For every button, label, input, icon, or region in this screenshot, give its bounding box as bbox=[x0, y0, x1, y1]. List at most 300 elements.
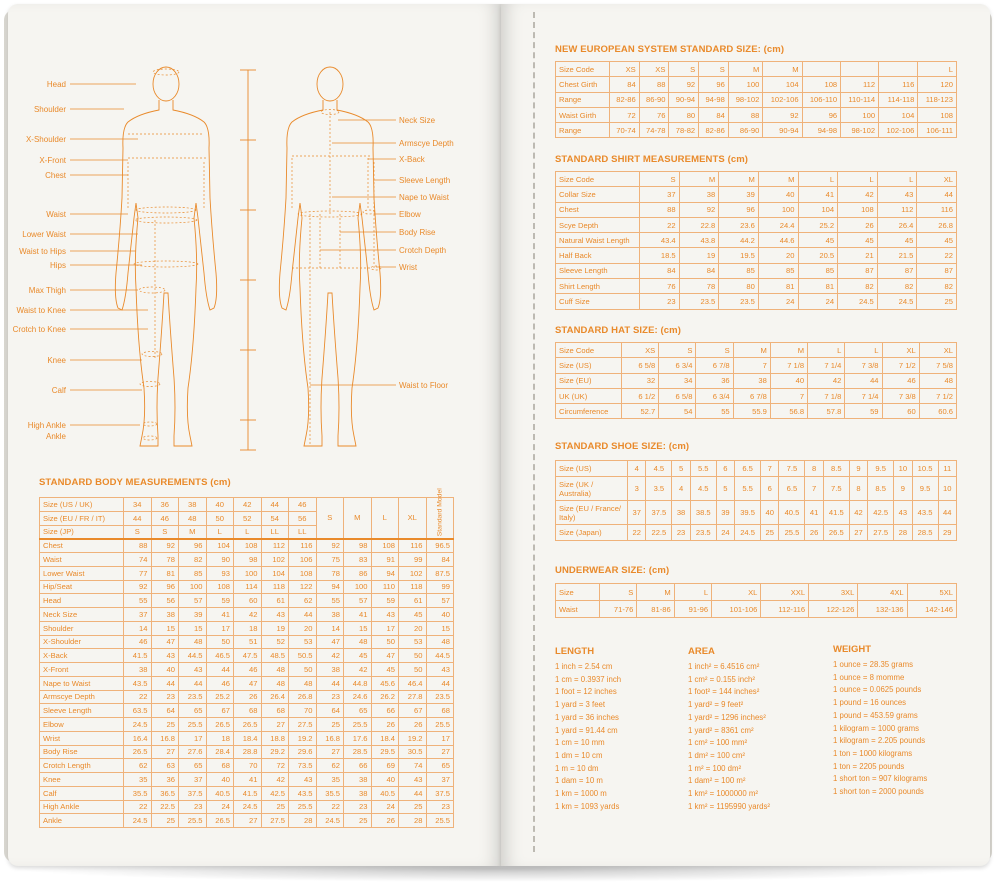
table-cell: 43 bbox=[179, 663, 207, 677]
table-cell: 65 bbox=[179, 704, 207, 718]
table-cell: 22 bbox=[917, 248, 957, 263]
header-cell: 44 bbox=[124, 511, 152, 525]
table-cell: 50 bbox=[206, 635, 234, 649]
table-cell: 87 bbox=[838, 263, 878, 278]
table-cell: 99 bbox=[399, 553, 427, 567]
table-cell: 25.5 bbox=[289, 800, 317, 814]
table-row bbox=[40, 594, 454, 608]
table-row bbox=[556, 373, 957, 388]
table-cell: 42 bbox=[316, 649, 344, 663]
table-cell: 24 bbox=[798, 294, 838, 309]
table-cell: 24 bbox=[371, 800, 399, 814]
table-cell: 53 bbox=[289, 635, 317, 649]
table-cell: 26.8 bbox=[289, 690, 317, 704]
table-cell: 98-102 bbox=[728, 92, 762, 107]
row-label: Nape to Waist bbox=[40, 676, 124, 690]
figure-label: High Ankle bbox=[27, 421, 66, 430]
table-cell: 41.5 bbox=[234, 786, 262, 800]
table-cell: 75 bbox=[316, 553, 344, 567]
row-label: Size (US) bbox=[556, 461, 628, 477]
table-cell: 122-126 bbox=[809, 601, 858, 618]
table-cell: 114-118 bbox=[879, 92, 918, 107]
table-cell: 9 bbox=[849, 461, 867, 477]
table-cell: 44 bbox=[426, 676, 454, 690]
table-row bbox=[556, 477, 957, 501]
table-row bbox=[556, 279, 957, 294]
table-row bbox=[40, 676, 454, 690]
table-cell: 16.8 bbox=[151, 731, 179, 745]
table-row bbox=[556, 601, 957, 618]
row-label: Size (US) bbox=[556, 358, 622, 373]
table-cell: 24.5 bbox=[735, 525, 761, 541]
table-cell: 110-114 bbox=[841, 92, 879, 107]
table-cell: M bbox=[728, 62, 762, 77]
table-cell: 41 bbox=[798, 187, 838, 202]
table-cell: 98-102 bbox=[841, 123, 879, 138]
table-row bbox=[40, 731, 454, 745]
table-row bbox=[40, 690, 454, 704]
table-cell: 36 bbox=[151, 773, 179, 787]
shoe-size-table bbox=[555, 460, 957, 541]
table-cell: 74 bbox=[399, 759, 427, 773]
table-cell: 22 bbox=[316, 800, 344, 814]
table-cell: 84 bbox=[640, 263, 680, 278]
table-row bbox=[556, 248, 957, 263]
table-cell: 44 bbox=[316, 676, 344, 690]
table-cell: 98 bbox=[344, 539, 372, 553]
table-cell: 40 bbox=[426, 608, 454, 622]
header-cell: L bbox=[371, 498, 399, 539]
area-title: AREA bbox=[688, 646, 715, 657]
table-cell: 40 bbox=[758, 187, 798, 202]
table-cell: 9.5 bbox=[868, 461, 894, 477]
table-cell: 37.5 bbox=[179, 786, 207, 800]
table-cell: 28.5 bbox=[912, 525, 938, 541]
table-cell: 96.5 bbox=[426, 539, 454, 553]
table-cell: 86-90 bbox=[728, 123, 762, 138]
table-row bbox=[556, 233, 957, 248]
header-cell: XL bbox=[399, 498, 427, 539]
european-size-title: NEW EUROPEAN SYSTEM STANDARD SIZE: (cm) bbox=[555, 44, 785, 55]
table-cell: 19 bbox=[679, 248, 719, 263]
table-cell: 41 bbox=[344, 608, 372, 622]
table-cell: 25.2 bbox=[798, 217, 838, 232]
row-label: Half Back bbox=[556, 248, 640, 263]
table-cell: 92 bbox=[679, 202, 719, 217]
table-cell: 25.5 bbox=[426, 718, 454, 732]
table-cell: 23 bbox=[179, 800, 207, 814]
table-cell: 28.8 bbox=[234, 745, 262, 759]
table-cell: 29.2 bbox=[261, 745, 289, 759]
table-cell: S bbox=[600, 584, 637, 601]
table-cell: 17 bbox=[426, 731, 454, 745]
table-cell: M bbox=[733, 343, 770, 358]
table-cell: 46 bbox=[124, 635, 152, 649]
table-cell: 23.5 bbox=[426, 690, 454, 704]
hat-size-table bbox=[555, 342, 957, 419]
table-cell: 54 bbox=[659, 404, 696, 419]
header-cell: S bbox=[151, 525, 179, 539]
table-cell: 64 bbox=[316, 704, 344, 718]
table-cell: 46 bbox=[206, 676, 234, 690]
table-cell: 5XL bbox=[907, 584, 956, 601]
table-cell: 114 bbox=[234, 580, 262, 594]
shirt-measurements-title: STANDARD SHIRT MEASUREMENTS (cm) bbox=[555, 154, 749, 165]
table-cell: 17 bbox=[206, 621, 234, 635]
table-cell: 4.5 bbox=[646, 461, 672, 477]
table-cell: 104 bbox=[206, 539, 234, 553]
header-cell: M bbox=[179, 525, 207, 539]
figure-label: Waist to Hips bbox=[19, 247, 66, 256]
table-cell: 87.5 bbox=[426, 566, 454, 580]
table-cell: 55 bbox=[696, 404, 733, 419]
shirt-measurements-table bbox=[555, 171, 957, 310]
header-cell: 48 bbox=[179, 511, 207, 525]
table-cell: 24.5 bbox=[124, 718, 152, 732]
table-cell: 45.6 bbox=[371, 676, 399, 690]
table-row bbox=[556, 461, 957, 477]
header-cell: 46 bbox=[151, 511, 179, 525]
length-list bbox=[555, 661, 621, 813]
table-cell: 27 bbox=[151, 745, 179, 759]
table-cell: 35 bbox=[124, 773, 152, 787]
table-row bbox=[556, 501, 957, 525]
table-cell: 91-96 bbox=[674, 601, 711, 618]
table-cell: M bbox=[758, 172, 798, 187]
table-cell: 26 bbox=[371, 718, 399, 732]
table-cell: 3 bbox=[628, 477, 646, 501]
table-cell: 18 bbox=[206, 731, 234, 745]
header-cell: L bbox=[206, 525, 234, 539]
table-cell: 23 bbox=[426, 800, 454, 814]
table-cell: 39 bbox=[716, 501, 734, 525]
figure-label: Chest bbox=[45, 171, 66, 180]
table-cell: L bbox=[838, 172, 878, 187]
table-cell: 39 bbox=[719, 187, 759, 202]
table-cell: 56.8 bbox=[770, 404, 807, 419]
row-label: Waist Girth bbox=[556, 107, 610, 122]
table-cell: 25 bbox=[761, 525, 779, 541]
table-cell: 43 bbox=[426, 663, 454, 677]
table-cell: 6 bbox=[761, 477, 779, 501]
table-cell: 92 bbox=[669, 77, 699, 92]
european-size-table bbox=[555, 61, 957, 138]
table-cell: 100 bbox=[758, 202, 798, 217]
table-cell: 96 bbox=[151, 580, 179, 594]
conversion-item: 1 kilogram = 1000 grams bbox=[833, 723, 920, 733]
conversion-item: 1 short ton = 2000 pounds bbox=[833, 787, 924, 797]
table-cell: 40 bbox=[151, 663, 179, 677]
table-cell: 78 bbox=[316, 566, 344, 580]
table-cell: 74-78 bbox=[639, 123, 669, 138]
table-cell: 27.8 bbox=[399, 690, 427, 704]
table-cell: 76 bbox=[640, 279, 680, 294]
table-cell: 45 bbox=[399, 608, 427, 622]
table-cell: 70 bbox=[289, 704, 317, 718]
table-cell: 50 bbox=[399, 649, 427, 663]
table-cell: 7 1/2 bbox=[882, 358, 919, 373]
table-cell: 108 bbox=[918, 107, 957, 122]
table-cell: 27 bbox=[849, 525, 867, 541]
table-cell: 26.5 bbox=[234, 718, 262, 732]
conversion-item: 1 short ton = 907 kilograms bbox=[833, 774, 928, 784]
table-cell: 44 bbox=[845, 373, 882, 388]
table-cell: 82 bbox=[877, 279, 917, 294]
table-cell: 69 bbox=[371, 759, 399, 773]
table-cell: 7 1/4 bbox=[808, 358, 845, 373]
figure-label: Waist to Floor bbox=[399, 381, 449, 390]
table-cell: 23 bbox=[640, 294, 680, 309]
table-cell: 40.5 bbox=[779, 501, 805, 525]
table-cell: 85 bbox=[798, 263, 838, 278]
figure-label: Nape to Waist bbox=[399, 193, 449, 202]
conversion-item: 1 m = 10 dm bbox=[555, 763, 599, 773]
table-cell: 26 bbox=[838, 217, 878, 232]
table-cell: 92 bbox=[763, 107, 802, 122]
table-cell: 61 bbox=[261, 594, 289, 608]
table-cell: 53 bbox=[399, 635, 427, 649]
table-cell: 38 bbox=[151, 608, 179, 622]
table-cell: 85 bbox=[179, 566, 207, 580]
table-cell: 43.5 bbox=[124, 676, 152, 690]
row-label: Size (Japan) bbox=[556, 525, 628, 541]
table-cell: M bbox=[637, 584, 674, 601]
row-label: Size (EU) bbox=[556, 373, 622, 388]
table-cell: 57.8 bbox=[808, 404, 845, 419]
conversion-item: 1 km² = 1000000 m² bbox=[688, 789, 758, 799]
table-cell: 36.5 bbox=[151, 786, 179, 800]
table-cell: 25 bbox=[261, 800, 289, 814]
table-cell: 39.5 bbox=[735, 501, 761, 525]
table-cell: 38 bbox=[124, 663, 152, 677]
table-cell: 48 bbox=[919, 373, 956, 388]
table-cell: 25.5 bbox=[344, 718, 372, 732]
row-label: Shirt Length bbox=[556, 279, 640, 294]
binding-stitch bbox=[533, 12, 535, 852]
table-cell: 94 bbox=[316, 580, 344, 594]
table-cell: 46.4 bbox=[399, 676, 427, 690]
table-cell: 72 bbox=[610, 107, 640, 122]
table-cell: 66 bbox=[344, 759, 372, 773]
table-cell: 106-110 bbox=[802, 92, 841, 107]
row-label: Cuff Size bbox=[556, 294, 640, 309]
table-row bbox=[556, 343, 957, 358]
table-cell: 46 bbox=[234, 663, 262, 677]
row-label: Waist bbox=[40, 553, 124, 567]
conversion-item: 1 yard = 36 inches bbox=[555, 712, 619, 722]
table-cell: 55 bbox=[316, 594, 344, 608]
table-cell: 18 bbox=[234, 621, 262, 635]
table-cell: 7 1/2 bbox=[919, 388, 956, 403]
table-cell: 23.5 bbox=[719, 294, 759, 309]
length-conversions bbox=[555, 645, 621, 813]
table-cell: 16.4 bbox=[124, 731, 152, 745]
table-cell: 6 3/4 bbox=[696, 388, 733, 403]
table-row bbox=[40, 649, 454, 663]
table-cell: M bbox=[770, 343, 807, 358]
table-cell: 6 5/8 bbox=[659, 388, 696, 403]
table-cell: 86-90 bbox=[639, 92, 669, 107]
table-cell: 56 bbox=[151, 594, 179, 608]
table-cell: 5 bbox=[672, 461, 690, 477]
table-cell: 37.5 bbox=[646, 501, 672, 525]
table-cell: S bbox=[659, 343, 696, 358]
table-cell: 70 bbox=[234, 759, 262, 773]
table-cell: 59 bbox=[371, 594, 399, 608]
table-cell: 110 bbox=[371, 580, 399, 594]
table-cell: 102 bbox=[261, 553, 289, 567]
table-cell: 73.5 bbox=[289, 759, 317, 773]
table-cell: 118 bbox=[261, 580, 289, 594]
table-cell: 7 3/8 bbox=[882, 388, 919, 403]
header-cell: M bbox=[344, 498, 372, 539]
table-cell: 6 7/8 bbox=[696, 358, 733, 373]
conversion-item: 1 kilogram = 2.205 pounds bbox=[833, 736, 926, 746]
table-cell: 15 bbox=[179, 621, 207, 635]
table-cell: 116 bbox=[289, 539, 317, 553]
table-cell: 28.4 bbox=[206, 745, 234, 759]
table-cell: 37 bbox=[640, 187, 680, 202]
table-cell: 66 bbox=[371, 704, 399, 718]
table-cell: 78-82 bbox=[669, 123, 699, 138]
table-cell: 40 bbox=[761, 501, 779, 525]
table-cell: 88 bbox=[728, 107, 762, 122]
table-cell: 43 bbox=[151, 649, 179, 663]
table-row bbox=[40, 800, 454, 814]
table-cell: 63.5 bbox=[124, 704, 152, 718]
table-cell: 47 bbox=[151, 635, 179, 649]
row-label: Size (EU / FR / IT) bbox=[40, 511, 124, 525]
table-cell: 52 bbox=[261, 635, 289, 649]
table-cell: 25.5 bbox=[779, 525, 805, 541]
table-cell: 22.5 bbox=[151, 800, 179, 814]
figure-label: Knee bbox=[47, 356, 66, 365]
table-cell: 92 bbox=[151, 539, 179, 553]
table-cell: 67 bbox=[399, 704, 427, 718]
conversion-item: 1 cm = 10 mm bbox=[555, 738, 605, 748]
table-cell: 27.6 bbox=[179, 745, 207, 759]
table-cell: 43 bbox=[894, 501, 912, 525]
table-cell: 7 bbox=[770, 388, 807, 403]
table-cell: 85 bbox=[719, 263, 759, 278]
table-cell: 23 bbox=[672, 525, 690, 541]
table-cell: 61 bbox=[399, 594, 427, 608]
header-cell: 44 bbox=[261, 498, 289, 512]
table-cell: 118 bbox=[399, 580, 427, 594]
row-label: Size (JP) bbox=[40, 525, 124, 539]
table-cell: 46.5 bbox=[206, 649, 234, 663]
table-cell: 19.5 bbox=[719, 248, 759, 263]
table-cell: 19.2 bbox=[289, 731, 317, 745]
table-cell: 64 bbox=[151, 704, 179, 718]
conversion-item: 1 yard = 3 feet bbox=[555, 700, 606, 710]
row-label: Armscye Depth bbox=[40, 690, 124, 704]
table-cell: 23.5 bbox=[679, 294, 719, 309]
figure-label: Waist to Knee bbox=[16, 306, 66, 315]
table-cell: 17.6 bbox=[344, 731, 372, 745]
table-cell: 90-94 bbox=[763, 123, 802, 138]
conversion-item: 1 cm = 0.3937 inch bbox=[555, 674, 622, 684]
figure-label: Elbow bbox=[399, 210, 421, 219]
table-cell: 36 bbox=[696, 373, 733, 388]
table-cell: 6 bbox=[716, 461, 734, 477]
table-cell: 30.5 bbox=[399, 745, 427, 759]
table-cell: 40.5 bbox=[371, 786, 399, 800]
table-row bbox=[40, 786, 454, 800]
table-cell: 60 bbox=[234, 594, 262, 608]
measurement-guides bbox=[128, 69, 381, 446]
table-cell: 88 bbox=[639, 77, 669, 92]
table-cell: 20 bbox=[758, 248, 798, 263]
table-cell: 42 bbox=[849, 501, 867, 525]
row-label: Circumference bbox=[556, 404, 622, 419]
conversion-item: 1 ounce = 28.35 grams bbox=[833, 660, 913, 669]
table-cell: L bbox=[674, 584, 711, 601]
row-label: Head bbox=[40, 594, 124, 608]
table-cell: 7 5/8 bbox=[919, 358, 956, 373]
table-cell: 44 bbox=[917, 187, 957, 202]
table-cell: 60.6 bbox=[919, 404, 956, 419]
front-body-figure bbox=[115, 67, 216, 446]
table-cell: 43 bbox=[289, 773, 317, 787]
table-cell: 106-111 bbox=[918, 123, 957, 138]
table-cell: 102-106 bbox=[763, 92, 802, 107]
table-cell: 52.7 bbox=[622, 404, 659, 419]
row-label: Wrist bbox=[40, 731, 124, 745]
table-cell: 44 bbox=[151, 676, 179, 690]
table-cell: 29 bbox=[938, 525, 956, 541]
table-cell: 104 bbox=[763, 77, 802, 92]
table-cell: 25 bbox=[151, 718, 179, 732]
table-cell: 38 bbox=[316, 608, 344, 622]
table-cell: 24 bbox=[206, 800, 234, 814]
row-label: Lower Waist bbox=[40, 566, 124, 580]
conversion-item: 1 foot² = 144 inches² bbox=[688, 687, 760, 697]
conversion-item: 1 dam = 10 m bbox=[555, 776, 603, 786]
table-cell: S bbox=[696, 343, 733, 358]
table-cell: 65 bbox=[344, 704, 372, 718]
table-cell: 82-86 bbox=[699, 123, 729, 138]
row-label: Crotch Length bbox=[40, 759, 124, 773]
table-cell: 25 bbox=[344, 814, 372, 828]
figure-label: Crotch Depth bbox=[399, 246, 447, 255]
table-cell: 26.5 bbox=[206, 718, 234, 732]
header-cell: 50 bbox=[206, 511, 234, 525]
row-label: High Ankle bbox=[40, 800, 124, 814]
conversion-item: 1 yard = 91.44 cm bbox=[555, 725, 618, 735]
table-cell: 84 bbox=[679, 263, 719, 278]
figure-label: Ankle bbox=[45, 432, 66, 441]
table-cell: 92 bbox=[124, 580, 152, 594]
table-cell: 44.8 bbox=[344, 676, 372, 690]
table-cell: 38 bbox=[344, 773, 372, 787]
table-cell: 40 bbox=[770, 373, 807, 388]
header-cell: 46 bbox=[289, 498, 317, 512]
row-label: Size Code bbox=[556, 343, 622, 358]
table-cell: M bbox=[719, 172, 759, 187]
table-cell: 100 bbox=[841, 107, 879, 122]
table-cell: L bbox=[877, 172, 917, 187]
row-label: Size (EU / France/ Italy) bbox=[556, 501, 628, 525]
table-cell: 47.5 bbox=[234, 649, 262, 663]
header-cell: LL bbox=[289, 525, 317, 539]
table-cell: 96 bbox=[802, 107, 841, 122]
table-row bbox=[556, 525, 957, 541]
table-cell: 40 bbox=[206, 773, 234, 787]
table-cell: 42 bbox=[344, 663, 372, 677]
table-cell: 74 bbox=[124, 553, 152, 567]
table-row bbox=[556, 263, 957, 278]
